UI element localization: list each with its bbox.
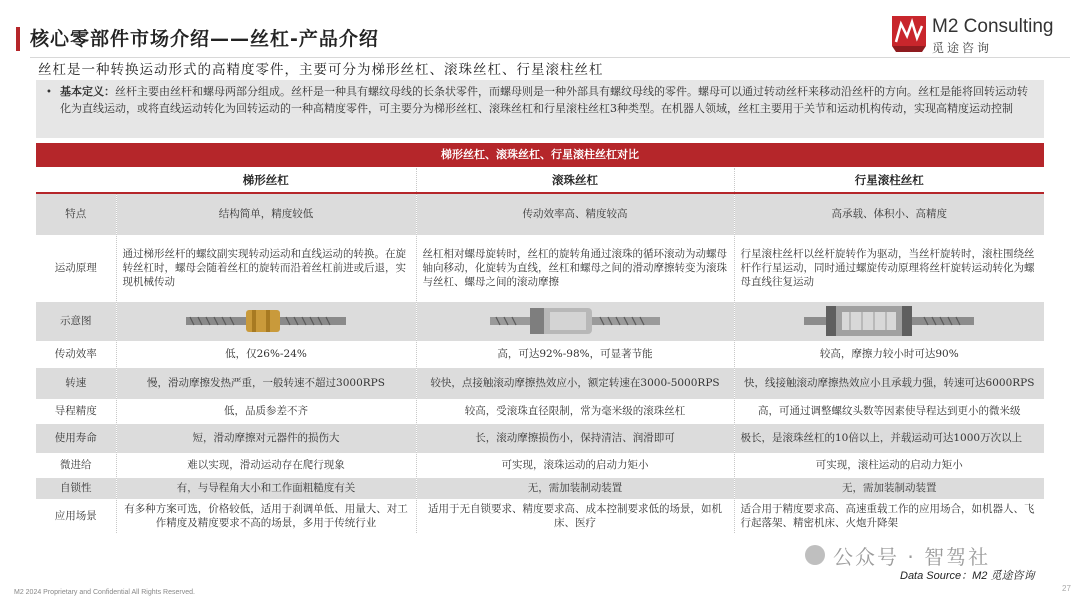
- col-header-ballscrew: 滚珠丝杠: [416, 168, 734, 194]
- table-cell: 通过梯形丝杆的螺纹副实现转动运动和直线运动的转换。在旋转丝杠时，螺母会随着丝杠的旋转而沿着丝杠前进或后退，实现机械传动: [116, 235, 416, 301]
- table-cell: 极长，是滚珠丝杠的10倍以上，并载运动可达1000万次以上: [734, 423, 1044, 453]
- table-cell: 较高，受滚珠直径限制，常为毫米级的滚珠丝杠: [416, 399, 734, 423]
- table-cell: 丝杠相对螺母旋转时，丝杠的旋转角通过滚珠的循环滚动为动螺母轴向移动，化旋转为直线，丝杠和螺母之间的滑动摩擦转变为滚珠与丝杠、螺母之间的滚动摩擦: [416, 235, 734, 301]
- wechat-icon: [805, 545, 825, 565]
- table-cell: 长，滚动摩擦损伤小，保持清洁、润滑即可: [416, 423, 734, 453]
- row-label: 传动效率: [36, 341, 116, 367]
- table-cell: 高，可达92%-98%，可显著节能: [416, 341, 734, 367]
- page-title: 核心零部件市场介绍——丝杠-产品介绍: [30, 28, 379, 50]
- table-row: [36, 341, 1044, 367]
- table-cell: 低，仅26%-24%: [116, 341, 416, 367]
- table-cell: 可实现，滚珠运动的启动力矩小: [416, 453, 734, 477]
- definition-text: [60, 83, 1038, 117]
- title-accent-bar: [16, 27, 20, 51]
- table-row: [36, 193, 1044, 235]
- table-cell: 高，可通过调整螺纹头数等因素使导程达到更小的微米级: [734, 399, 1044, 423]
- col-header-trapezoidal: 梯形丝杠: [116, 168, 416, 194]
- planetary-roller-screw-image: [734, 301, 1044, 341]
- logo-chinese-name: 觅途咨询: [932, 41, 993, 55]
- table-row: [36, 423, 1044, 453]
- table-cell: 适用于无自锁要求、精度要求高、成本控制要求低的场景，如机床、医疗: [416, 499, 734, 533]
- table-row: [36, 453, 1044, 477]
- comparison-table: [36, 143, 1044, 534]
- row-label: 示意图: [36, 301, 116, 341]
- row-label: 使用寿命: [36, 423, 116, 453]
- row-label: 微进给: [36, 453, 116, 477]
- ball-screw-image: [416, 301, 734, 341]
- table-cell: 传动效率高、精度较高: [416, 193, 734, 235]
- table-cell: 适合用于精度要求高、高速重载工作的应用场合，如机器人、飞行起落架、精密机床、火炮升降架: [734, 499, 1044, 533]
- table-cell: 难以实现，滑动运动存在爬行现象: [116, 453, 416, 477]
- bullet-icon: •: [46, 87, 52, 98]
- definition-box: [36, 80, 1044, 138]
- table-cell: 高承载、体积小、高精度: [734, 193, 1044, 235]
- company-logo: [892, 14, 1072, 58]
- table-row: [36, 367, 1044, 399]
- table-cell: 慢，滑动摩擦发热严重，一般转速不超过3000RPS: [116, 367, 416, 399]
- row-label: 特点: [36, 193, 116, 235]
- table-cell: 较高，摩擦力较小时可达90%: [734, 341, 1044, 367]
- table-cell: 短，滑动摩擦对元器件的损伤大: [116, 423, 416, 453]
- col-header-planetary: 行星滚柱丝杠: [734, 168, 1044, 194]
- table-cell: 行星滚柱丝杆以丝杆旋转作为驱动，当丝杆旋转时，滚柱围绕丝杆作行星运动，同时通过螺旋传动原理将丝杆旋转运动转化为螺母直线往复运动: [734, 235, 1044, 301]
- watermark: [805, 540, 1055, 570]
- row-label: 运动原理: [36, 235, 116, 301]
- table-cell: 可实现，滚柱运动的启动力矩小: [734, 453, 1044, 477]
- table-cell: 结构简单，精度较低: [116, 193, 416, 235]
- definition-label: 基本定义：: [60, 85, 115, 98]
- footer-copyright: M2 2024 Proprietary and Confidential All Rights Reserved.: [14, 589, 195, 596]
- watermark-text: 公众号 · 智驾社: [833, 545, 991, 569]
- row-label: 应用场景: [36, 499, 116, 533]
- logo-english-name: M2 Consulting: [932, 16, 1054, 37]
- table-cell: 无，需加装制动装置: [734, 477, 1044, 499]
- table-row: [36, 477, 1044, 499]
- subtitle: 丝杠是一种转换运动形式的高精度零件，主要可分为梯形丝杠、滚珠丝杠、行星滚柱丝杠: [38, 62, 604, 78]
- table-cell: 有多种方案可选，价格较低，适用于刹调单低、用量大、对工作精度及精度要求不高的场景，多用于传统行业: [116, 499, 416, 533]
- table-row: [36, 235, 1044, 301]
- table-row: [36, 399, 1044, 423]
- data-source: Data Source：M2 觅途咨询: [900, 570, 1035, 582]
- definition-body: 丝杆主要由丝杆和螺母两部分组成。丝杆是一种具有螺纹母线的长条状零件，而螺母则是一种外部具有螺纹母线的零件。螺母可以通过转动丝杆来移动沿丝杆的方向。丝杠是能将回转运动转化为直线运动，或将直线运动转化为回转运动的一种高精度零件，可主要分为梯形丝杠、滚珠丝杠和行星滚柱丝杠3种类型。在机器人领域，丝杠主要用于关节和运动机构传动，实现高精度运动控制: [60, 85, 1028, 115]
- table-row: [36, 301, 1044, 341]
- table-cell: 快，线接触滚动摩擦热效应小且承载力强，转速可达6000RPS: [734, 367, 1044, 399]
- table-row: [36, 499, 1044, 533]
- header-empty: [36, 168, 116, 194]
- table-cell: 无，需加装制动装置: [416, 477, 734, 499]
- row-label: 导程精度: [36, 399, 116, 423]
- m2-logo-icon: [892, 16, 926, 52]
- table-cell: 较快，点接触滚动摩擦热效应小，额定转速在3000-5000RPS: [416, 367, 734, 399]
- row-label: 转速: [36, 367, 116, 399]
- table-band-title: 梯形丝杠、滚珠丝杠、行星滚柱丝杠对比: [36, 143, 1044, 168]
- row-label: 自锁性: [36, 477, 116, 499]
- table-cell: 低，品质参差不齐: [116, 399, 416, 423]
- page-number: 27: [1062, 584, 1071, 593]
- table-cell: 有，与导程角大小和工作面粗糙度有关: [116, 477, 416, 499]
- trapezoidal-screw-image: [116, 301, 416, 341]
